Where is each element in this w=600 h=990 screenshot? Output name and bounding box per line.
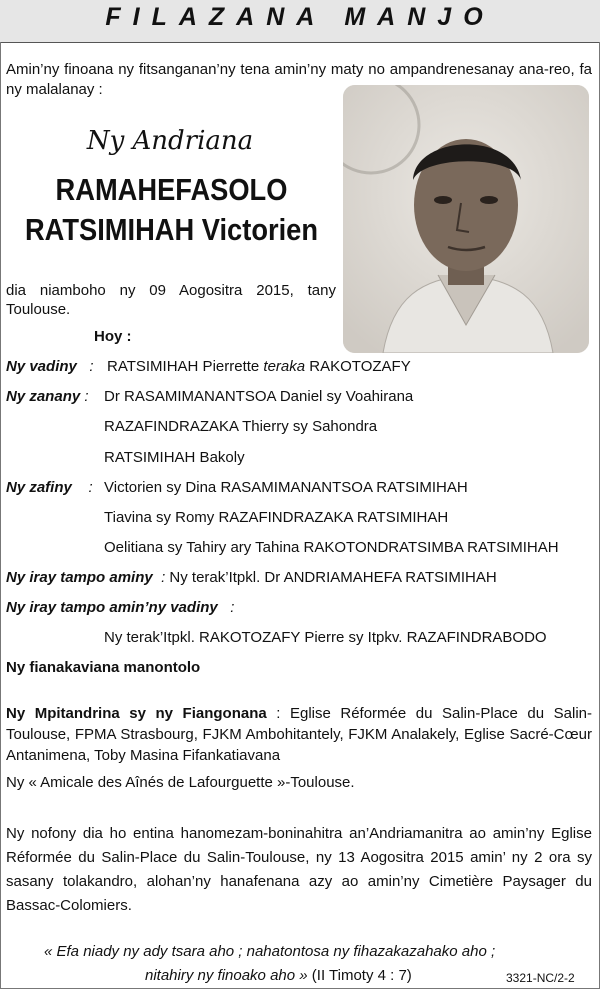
family-member: Victorien sy Dina RASAMIMANANTSOA RATSIMIHAH: [104, 479, 468, 496]
bible-verse-line2: nitahiry ny finoako aho » (II Timoty 4 : 7): [145, 967, 412, 984]
bible-verse-line1: « Efa niady ny ady tsara aho ; nahatontosa ny fihazakazahako aho ;: [44, 943, 496, 960]
family-label: Ny vadiny: [6, 358, 77, 375]
funeral-paragraph: Ny nofony dia ho entina hanomezam-boninahitra an’Andriamanitra ao amin’ny Eglise Réformée du Salin-Place du Salin-Toulouse, ny 13 Aogositra 2015 amin’ ny 2 ora sy sasany tolakandro, alohan’ny hanafenana azy ao amin’ny Cimetière Paysager du Bassac-Colomiers.: [6, 825, 592, 914]
extended-family: Ny fianakaviana manontolo: [6, 659, 201, 676]
association-line: Ny « Amicale des Aînés de Lafourguette »-Toulouse.: [6, 774, 355, 791]
spouse-name: RATSIMIHAH Pierrette teraka RAKOTOZAFY: [107, 358, 411, 375]
hoy-label: Hoy :: [94, 328, 132, 345]
portrait-illustration: [343, 85, 589, 353]
honorific: Ny Andriana: [86, 126, 254, 156]
header-bar: [0, 0, 600, 43]
deceased-name-line1: RAMAHEFASOLO: [55, 172, 288, 207]
family-label: Ny iray tampo aminy: [6, 569, 153, 586]
notice-title: FILAZANA MANJO: [105, 3, 495, 31]
family-member: RATSIMIHAH Bakoly: [104, 449, 245, 466]
death-notice: dia niamboho ny 09 Aogositra 2015, tany Toulouse.: [6, 282, 336, 318]
reference-code: 3321-NC/2-2: [506, 971, 575, 985]
family-label: Ny zafiny: [6, 479, 72, 496]
intro-text: Amin’ny finoana ny fitsanganan’ny tena amin’ny maty no ampandrenesanay ana-reo, fa ny malalanay :: [6, 61, 592, 98]
deceased-name-line2: RATSIMIHAH Victorien: [24, 212, 319, 247]
family-member: Ny terak’Itpkl. RAKOTOZAFY Pierre sy Itpkv. RAZAFINDRABODO: [104, 629, 547, 646]
family-member: RAZAFINDRAZAKA Thierry sy Sahondra: [104, 418, 378, 435]
family-label: Ny iray tampo amin’ny vadiny: [6, 599, 218, 616]
family-label: Ny zanany: [6, 388, 81, 405]
grandchildren-row: Ny zafiny :: [6, 479, 93, 496]
church-paragraph: Ny Mpitandrina sy ny Fiangonana : Eglise Réformée du Salin-Place du Salin-Toulouse, FPMA Strasbourg, FJKM Ambohitantely, FJKM Analakely, Eglise Sacré-Cœur Antanimena, Toby Masina Fifankatiavana: [6, 705, 592, 764]
spouse-row: Ny vadiny :: [6, 358, 94, 375]
children-row: Ny zanany :: [6, 388, 89, 405]
in-laws-row: Ny iray tampo amin’ny vadiny :: [6, 599, 235, 616]
portrait-photo: [343, 85, 589, 353]
family-member: Ny terak’Itpkl. Dr ANDRIAMAHEFA RATSIMIHAH: [169, 569, 497, 586]
family-member: Oelitiana sy Tahiry ary Tahina RAKOTONDRATSIMBA RATSIMIHAH: [104, 539, 559, 556]
church-label: Ny Mpitandrina sy ny Fiangonana: [6, 705, 267, 722]
siblings-row: Ny iray tampo aminy : Ny terak’Itpkl. Dr ANDRIAMAHEFA RATSIMIHAH: [6, 569, 497, 586]
family-member: Dr RASAMIMANANTSOA Daniel sy Voahirana: [104, 388, 414, 405]
family-member: Tiavina sy Romy RAZAFINDRAZAKA RATSIMIHAH: [104, 509, 449, 526]
